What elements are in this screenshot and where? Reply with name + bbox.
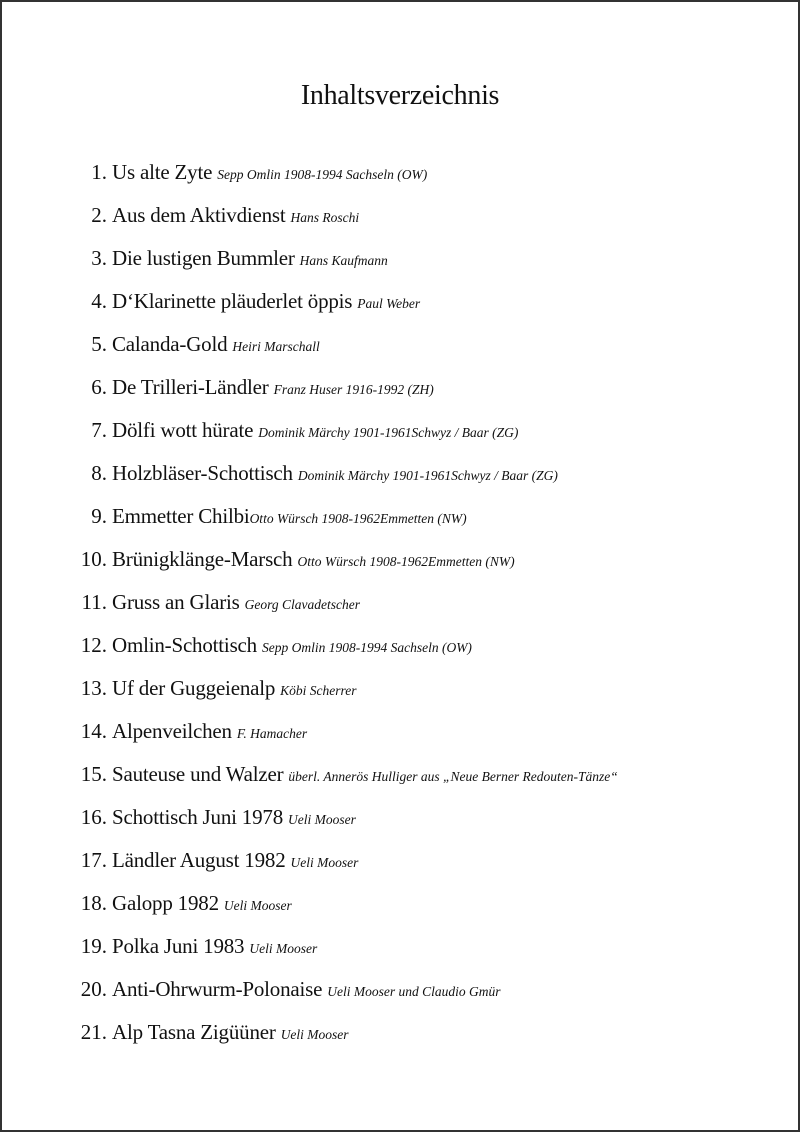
entry-title: Omlin-Schottisch xyxy=(112,633,257,657)
toc-entry xyxy=(2,1017,798,1060)
entry-title: Calanda-Gold xyxy=(112,332,228,356)
entry-title: Sauteuse und Walzer xyxy=(112,762,284,786)
entry-number: 11. xyxy=(81,590,107,614)
entry-title: Dölfi wott hürate xyxy=(112,418,254,442)
toc-entry xyxy=(2,157,798,200)
entry-composer: überl. Annerös Hulliger aus „Neue Berner Redouten-Tänze“ xyxy=(288,769,618,784)
entry-title: Die lustigen Bummler xyxy=(112,246,295,270)
toc-entry xyxy=(2,544,798,587)
entry-composer: Ueli Mooser xyxy=(280,1027,349,1042)
toc-entry xyxy=(2,716,798,759)
entry-number: 21. xyxy=(80,1020,107,1044)
toc-entry xyxy=(2,802,798,845)
entry-composer: Franz Huser 1916-1992 (ZH) xyxy=(273,382,434,397)
entry-title: Holzbläser-Schottisch xyxy=(112,461,293,485)
entry-composer: Hans Roschi xyxy=(290,210,360,225)
entry-composer: Otto Würsch 1908-1962Emmetten (NW) xyxy=(297,554,515,569)
entry-composer: Sepp Omlin 1908-1994 Sachseln (OW) xyxy=(261,640,472,655)
toc-entry xyxy=(2,974,798,1017)
toc-entry xyxy=(2,759,798,802)
entry-number: 9. xyxy=(91,504,107,528)
toc-entry xyxy=(2,673,798,716)
entry-title: Aus dem Aktivdienst xyxy=(112,203,286,227)
entry-composer: Köbi Scherrer xyxy=(280,683,357,698)
toc-entry xyxy=(2,458,798,501)
toc-entry xyxy=(2,329,798,372)
entry-number: 17. xyxy=(80,848,107,872)
entry-number: 8. xyxy=(91,461,107,485)
toc-entry xyxy=(2,243,798,286)
toc-entry xyxy=(2,286,798,329)
entry-title: Alpenveilchen xyxy=(112,719,232,743)
entry-title: Anti-Ohrwurm-Polonaise xyxy=(112,977,323,1001)
toc-entry xyxy=(2,415,798,458)
entry-composer: Paul Weber xyxy=(357,296,421,311)
entry-composer: Heiri Marschall xyxy=(232,339,320,354)
entry-number: 12. xyxy=(80,633,107,657)
entry-number: 3. xyxy=(91,246,107,270)
entry-number: 15. xyxy=(80,762,107,786)
entry-title: D‘Klarinette pläuderlet öppis xyxy=(112,289,353,313)
entry-composer: Ueli Mooser xyxy=(288,812,356,827)
entry-number: 7. xyxy=(91,418,107,442)
entry-composer: Ueli Mooser xyxy=(249,941,318,956)
toc-entry xyxy=(2,200,798,243)
entry-title: Gruss an Glaris xyxy=(112,590,240,614)
entry-composer: Dominik Märchy 1901-1961Schwyz / Baar (ZG) xyxy=(258,425,519,440)
entry-number: 5. xyxy=(91,332,107,356)
table-of-contents xyxy=(2,157,798,1060)
entry-composer: F. Hamacher xyxy=(236,726,308,741)
entry-number: 4. xyxy=(91,289,107,313)
entry-number: 13. xyxy=(80,676,107,700)
toc-entry xyxy=(2,845,798,888)
toc-entry xyxy=(2,372,798,415)
toc-entry xyxy=(2,630,798,673)
toc-entry xyxy=(2,501,798,544)
entry-composer: Georg Clavadetscher xyxy=(244,597,361,612)
toc-entry xyxy=(2,931,798,974)
entry-composer: Ueli Mooser und Claudio Gmür xyxy=(327,984,501,999)
entry-composer: Hans Kaufmann xyxy=(299,253,388,268)
entry-title: Schottisch Juni 1978 xyxy=(112,805,284,829)
entry-title: Alp Tasna Zigüüner xyxy=(112,1020,276,1044)
entry-number: 14. xyxy=(80,719,107,743)
page-title: Inhaltsverzeichnis xyxy=(300,80,500,111)
entry-title: Ländler August 1982 xyxy=(112,848,286,872)
entry-number: 6. xyxy=(91,375,107,399)
entry-number: 18. xyxy=(80,891,107,915)
entry-composer: Ueli Mooser xyxy=(290,855,359,870)
toc-entry xyxy=(2,888,798,931)
toc-entry xyxy=(2,587,798,630)
entry-number: 20. xyxy=(80,977,107,1001)
entry-number: 10. xyxy=(80,547,107,571)
entry-title: Polka Juni 1983 xyxy=(112,934,245,958)
entry-composer: Dominik Märchy 1901-1961Schwyz / Baar (ZG) xyxy=(297,468,558,483)
entry-title: De Trilleri-Ländler xyxy=(112,375,269,399)
entry-composer: Ueli Mooser xyxy=(223,898,292,913)
entry-number: 1. xyxy=(91,160,107,184)
entry-number: 16. xyxy=(80,805,107,829)
entry-composer: Otto Würsch 1908-1962Emmetten (NW) xyxy=(249,511,467,526)
entry-composer: Sepp Omlin 1908-1994 Sachseln (OW) xyxy=(217,167,428,182)
entry-number: 19. xyxy=(80,934,107,958)
entry-title: Brünigklänge-Marsch xyxy=(112,547,293,571)
entry-title: Uf der Guggeienalp xyxy=(112,676,276,700)
entry-title: Us alte Zyte xyxy=(112,160,213,184)
entry-number: 2. xyxy=(91,203,107,227)
entry-title: Emmetter Chilbi xyxy=(112,504,250,528)
entry-title: Galopp 1982 xyxy=(112,891,219,915)
